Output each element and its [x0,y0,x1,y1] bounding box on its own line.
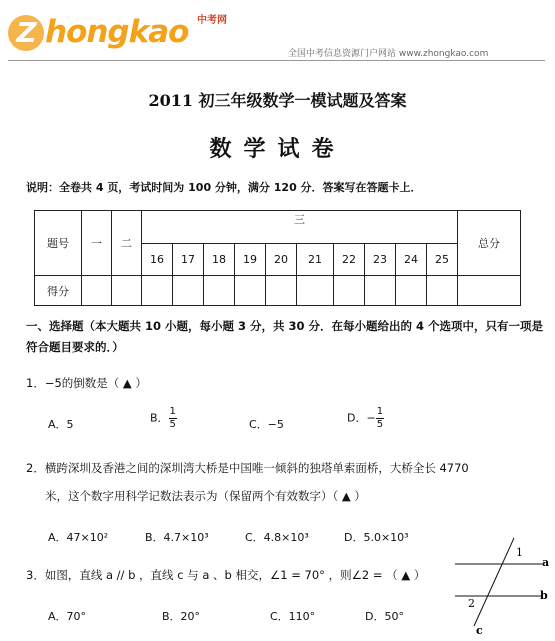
q1-option-d-label: D．− [347,411,376,425]
exam-subtitle: 数学试卷 [209,136,346,162]
q2-option-d: D．5.0×10³ [344,531,409,544]
question-2-line-2: 米，这个数字用科学记数法表示为（保留两个有效数字）（ ▲ ） [45,489,366,503]
label-score: 得分 [35,276,82,306]
score-cell[interactable] [204,276,235,306]
site-tagline: 全国中考信息资源门户网站 www.zhongkao.com [288,49,489,59]
parallel-lines-diagram [450,536,550,636]
score-cell[interactable] [266,276,297,306]
line-c-label: c [476,624,483,636]
score-cell[interactable] [142,276,173,306]
q3-option-d: D．50° [365,610,404,623]
question-3-stem: 3．如图，直线 a // b ，直线 c 与 a 、b 相交，∠1 = 70° ，则∠2 = （ ▲ ） [26,568,426,582]
q1-option-d [347,406,384,431]
score-cell[interactable] [112,276,142,306]
score-cell[interactable] [173,276,204,306]
q3-option-b: B．20° [162,610,201,623]
q1-option-d-fraction: $\frac{1}{5}$ [376,406,384,430]
sub-col: 17 [173,244,204,276]
line-b-label: b [540,589,548,602]
zhongkao-logo [8,14,188,51]
col-total: 总分 [458,211,521,276]
logo-text: hongkao [45,14,189,50]
sub-col: 19 [235,244,266,276]
section-1-heading: 一、选择题（本大题共 10 小题，每小题 3 分，共 30 分．在每小题给出的 4 个选项中，只有一项是符合题目要求的．） [26,319,544,354]
q1-option-b-label: B． [150,411,169,425]
score-cell[interactable] [427,276,458,306]
line-c [474,538,514,626]
question-1-stem: 1．−5的倒数是（ ▲ ） [26,376,147,390]
score-cell[interactable] [365,276,396,306]
angle-1-label: 1 [516,546,523,559]
logo-z-icon: Z [8,15,44,51]
col-part-3: 三 [142,211,458,244]
q3-option-a: A．70° [48,610,87,623]
col-part-1: 一 [82,211,112,276]
q3-option-c: C．110° [270,610,316,623]
sub-col: 25 [427,244,458,276]
sub-col: 23 [365,244,396,276]
col-part-2: 二 [112,211,142,276]
q2-option-a: A．47×10² [48,531,109,544]
sub-col: 24 [396,244,427,276]
sub-col: 21 [297,244,334,276]
header-divider [8,60,545,61]
q2-option-b: B．4.7×10³ [145,531,209,544]
q1-option-c: C．−5 [249,418,284,431]
score-cell[interactable] [458,276,521,306]
score-cell[interactable] [297,276,334,306]
sub-col: 18 [204,244,235,276]
q1-option-b [150,406,177,431]
sub-col: 20 [266,244,297,276]
score-cell[interactable] [396,276,427,306]
score-table [34,210,521,306]
logo-cn: 中考网 [197,15,227,26]
q1-option-a: A．5 [48,418,74,431]
exam-note: 说明：全卷共 4 页，考试时间为 100 分钟，满分 120 分．答案写在答题卡上． [26,181,422,194]
label-question-number: 题号 [35,211,82,276]
q1-option-b-fraction: $\frac{1}{5}$ [169,406,176,430]
score-cell[interactable] [334,276,365,306]
exam-title: 2011 初三年级数学一模试题及答案 [148,91,407,110]
sub-col: 22 [334,244,365,276]
angle-2-label: 2 [468,597,475,610]
question-2-line-1: 2．横跨深圳及香港之间的深圳湾大桥是中国唯一倾斜的独塔单索面桥，大桥全长 4770 [26,461,469,475]
score-cell[interactable] [235,276,266,306]
sub-col: 16 [142,244,173,276]
q2-option-c: C．4.8×10³ [245,531,309,544]
score-cell[interactable] [82,276,112,306]
line-a-label: a [542,556,550,569]
